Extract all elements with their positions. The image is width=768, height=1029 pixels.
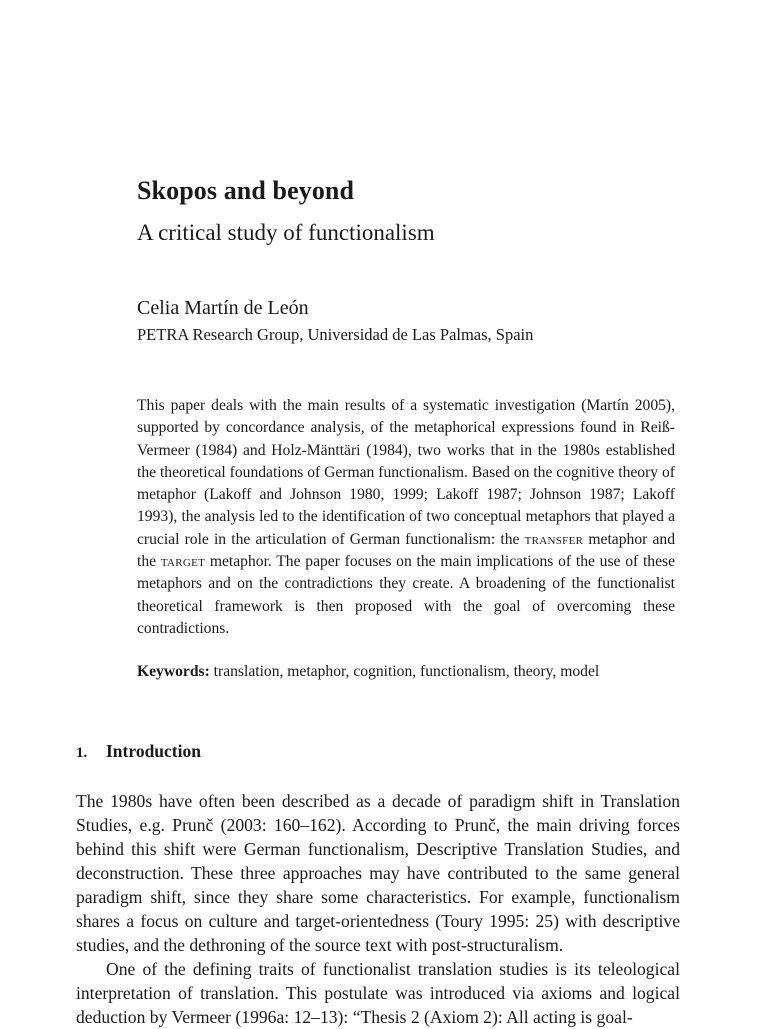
author-affiliation: PETRA Research Group, Universidad de Las Palmas, Spain [137, 325, 534, 344]
body-paragraph-2: One of the defining traits of functionalist translation studies is its teleological interpretation of translation. This postulate was introduced via axioms and logical deduction by Vermeer (1996a: 12–13): “Thesis 2 (Axiom 2): All acting is goal- [76, 959, 680, 1027]
abstract-text-2: metaphor and the [137, 530, 675, 571]
author-name: Celia Martín de León [137, 297, 309, 319]
transfer-metaphor-term: transfer [524, 530, 584, 548]
section-heading [76, 741, 201, 762]
body-text [76, 789, 680, 1029]
section-number: 1. [76, 745, 88, 761]
abstract [137, 395, 675, 640]
abstract-text-1: This paper deals with the main results of a systematic investigation (Martín 2005), supported by concordance analysis, of the metaphorical expressions found in Reiß-Vermeer (1984) and Holz-Mänttäri (1984), two works that in the 1980s established the theoretical foundations of German functionalism. Based on the cognitive theory of metaphor (Lakoff and Johnson 1980, 1999; Lakoff 1987; Johnson 1987; Lakoff 1993), the analysis led to the identification of two conceptual metaphors that played a crucial role in the articulation of German functionalism: the [137, 397, 675, 548]
paper-subtitle: A critical study of functionalism [137, 220, 435, 245]
body-paragraph-1: The 1980s have often been described as a decade of paradigm shift in Translation Studies, e.g. Prunč (2003: 160–162). According to Prunč, the main driving forces behind this shift were German functionalism, Descriptive Translation Studies, and deconstruction. These three approaches may have contributed to the same general paradigm shift, since they share some characteristics. For example, functionalism shares a focus on culture and target-orientedness (Toury 1995: 25) with descriptive studies, and the dethroning of the source text with post-structuralism. [76, 791, 680, 955]
target-metaphor-term: target [160, 553, 206, 571]
paper-title: Skopos and beyond [137, 176, 355, 205]
keywords [137, 663, 697, 681]
section-title: Introduction [106, 741, 201, 761]
keywords-label: Keywords: [137, 663, 210, 680]
keywords-list: translation, metaphor, cognition, functionalism, theory, model [213, 663, 600, 680]
abstract-text-3: metaphor. The paper focuses on the main implications of the use of these metaphors and on the contradictions they create. A broadening of the functionalist theoretical framework is then proposed with the goal of overcoming these contradictions. [137, 553, 675, 637]
